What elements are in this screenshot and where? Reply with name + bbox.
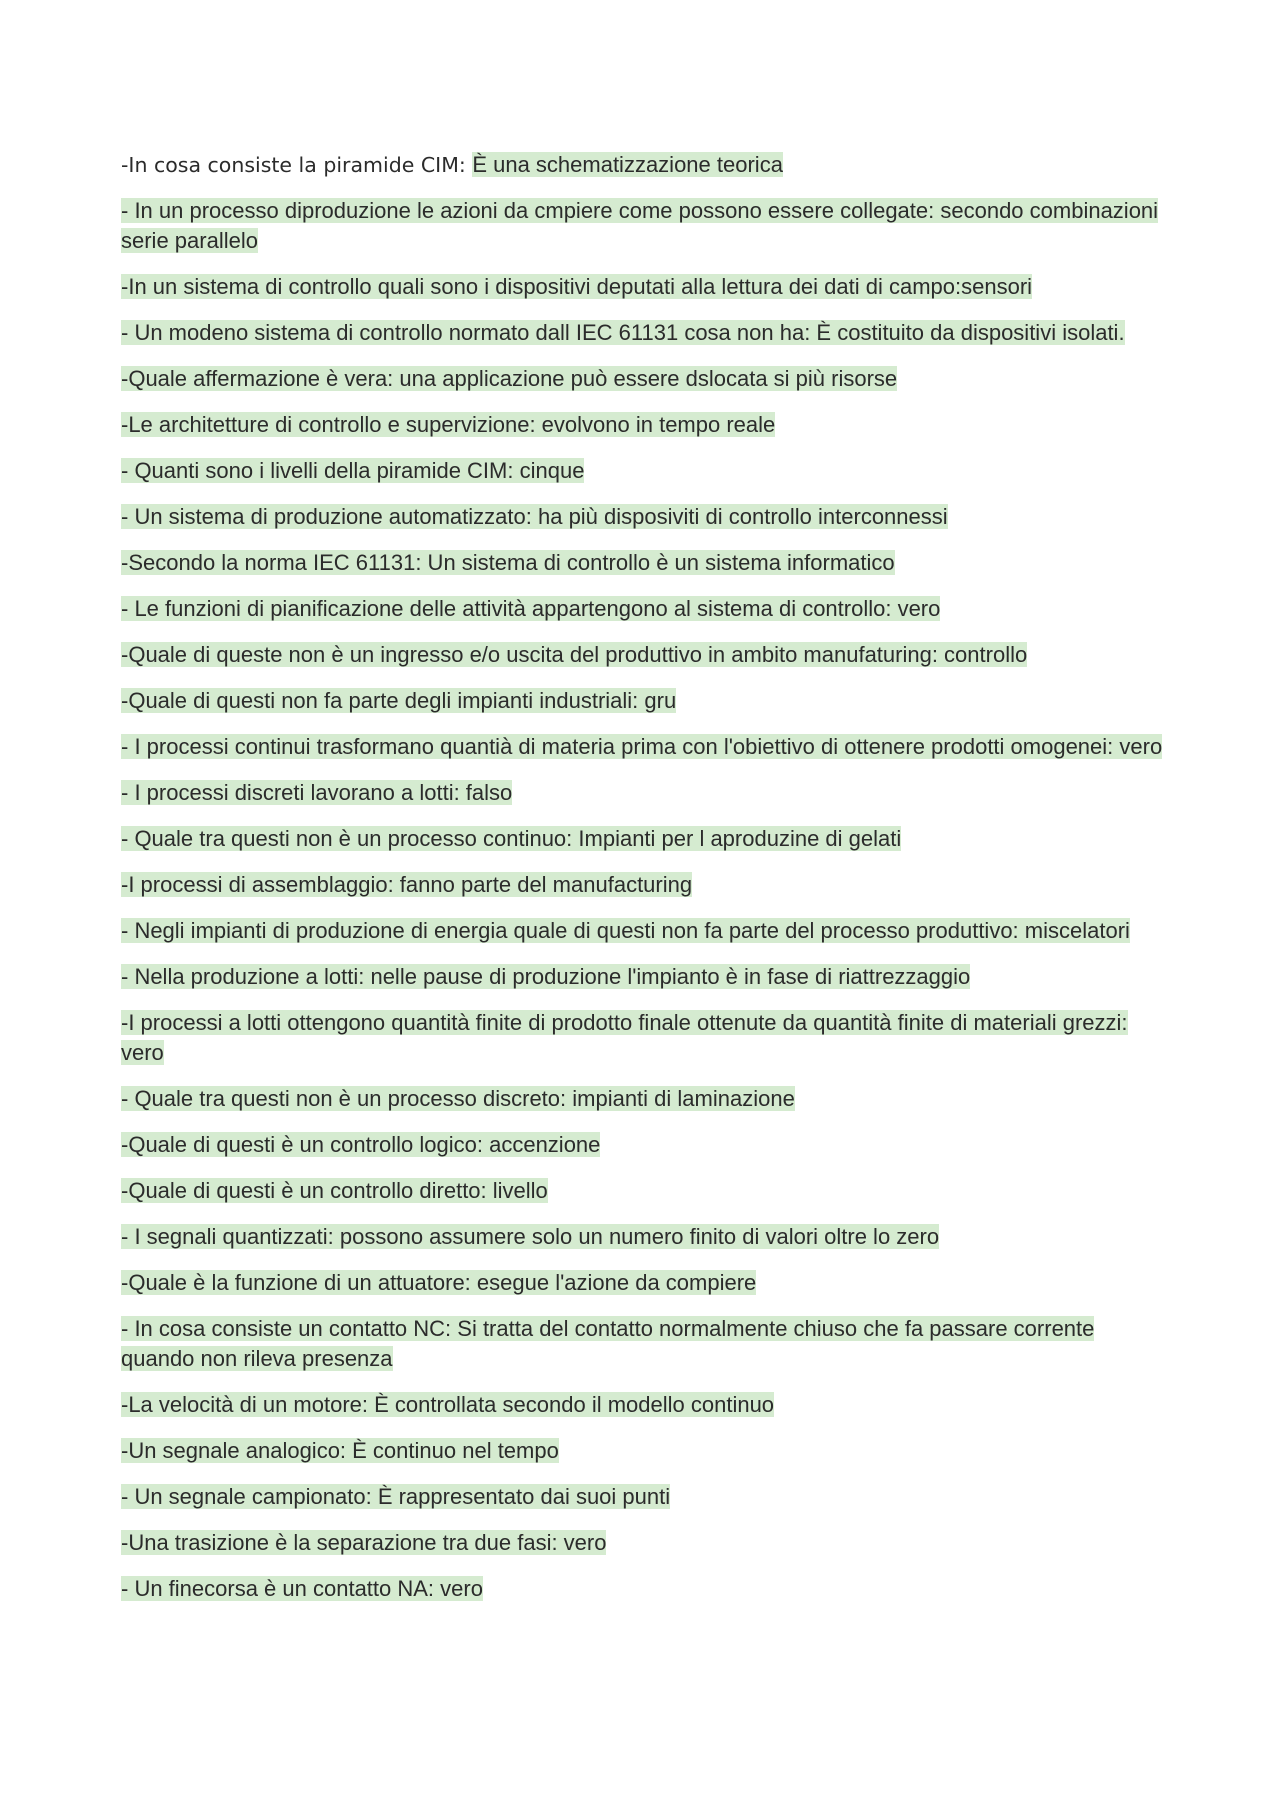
list-item <box>121 594 1171 624</box>
list-item <box>121 1574 1171 1604</box>
list-item <box>121 456 1171 486</box>
highlighted-answer: È una schematizzazione teorica <box>472 152 783 177</box>
highlighted-line: - Nella produzione a lotti: nelle pause di produzione l'impianto è in fase di riattrezzaggio <box>121 964 971 989</box>
highlighted-line: - Negli impianti di produzione di energia quale di questi non fa parte del processo produttivo: miscelatori <box>121 918 1130 943</box>
highlighted-line: -Quale di questi è un controllo diretto: livello <box>121 1178 548 1203</box>
list-item <box>121 1390 1171 1420</box>
highlighted-line: - In un processo diproduzione le azioni da cmpiere come possono essere collegate: secondo combinazioni serie parallelo <box>121 198 1159 253</box>
highlighted-line: - Le funzioni di pianificazione delle attività appartengono al sistema di controllo: vero <box>121 596 941 621</box>
list-item <box>121 870 1171 900</box>
highlighted-line: -Una trasizione è la separazione tra due fasi: vero <box>121 1530 607 1555</box>
list-item <box>121 196 1171 256</box>
highlighted-line: -La velocità di un motore: È controllata secondo il modello continuo <box>121 1392 775 1417</box>
highlighted-line: -Quale di questi non fa parte degli impianti industriali: gru <box>121 688 677 713</box>
list-item <box>121 1084 1171 1114</box>
list-item <box>121 1314 1171 1374</box>
highlighted-line: - I segnali quantizzati: possono assumere solo un numero finito di valori oltre lo zero <box>121 1224 940 1249</box>
list-item <box>121 548 1171 578</box>
question-text: -In cosa consiste la piramide CIM: <box>121 153 473 177</box>
highlighted-line: -Quale di queste non è un ingresso e/o uscita del produttivo in ambito manufaturing: controllo <box>121 642 1028 667</box>
list-item <box>121 916 1171 946</box>
list-item <box>121 640 1171 670</box>
list-item <box>121 318 1171 348</box>
highlighted-line: -Quale di questi è un controllo logico: accenzione <box>121 1132 601 1157</box>
highlighted-line: - I processi continui trasformano quantià di materia prima con l'obiettivo di ottenere prodotti omogenei: vero <box>121 734 1163 759</box>
list-item <box>121 502 1171 532</box>
highlighted-line: -Le architetture di controllo e supervizione: evolvono in tempo reale <box>121 412 776 437</box>
list-item <box>121 824 1171 854</box>
list-item <box>121 962 1171 992</box>
list-item <box>121 1482 1171 1512</box>
list-item <box>121 1268 1171 1298</box>
highlighted-line: - Quanti sono i livelli della piramide CIM: cinque <box>121 458 585 483</box>
highlighted-line: -Quale affermazione è vera: una applicazione può essere dslocata si più risorse <box>121 366 898 391</box>
list-item <box>121 732 1171 762</box>
highlighted-line: - Quale tra questi non è un processo discreto: impianti di laminazione <box>121 1086 795 1111</box>
list-item <box>121 272 1171 302</box>
highlighted-line: -Quale è la funzione di un attuatore: esegue l'azione da compiere <box>121 1270 757 1295</box>
list-item <box>121 1176 1171 1206</box>
highlighted-line: - Un modeno sistema di controllo normato dall IEC 61131 cosa non ha: È costituito da dispositivi isolati. <box>121 320 1125 345</box>
highlighted-line: -I processi di assemblaggio: fanno parte del manufacturing <box>121 872 693 897</box>
list-item <box>121 1528 1171 1558</box>
list-item <box>121 1008 1171 1068</box>
highlighted-line: -I processi a lotti ottengono quantità finite di prodotto finale ottenute da quantità finite di materiali grezzi: vero <box>121 1010 1128 1065</box>
list-item <box>121 150 1171 180</box>
list-item <box>121 778 1171 808</box>
highlighted-line: - Un finecorsa è un contatto NA: vero <box>121 1576 483 1601</box>
highlighted-line: - Un segnale campionato: È rappresentato dai suoi punti <box>121 1484 671 1509</box>
highlighted-line: -Secondo la norma IEC 61131: Un sistema di controllo è un sistema informatico <box>121 550 895 575</box>
highlighted-line: - In cosa consiste un contatto NC: Si tratta del contatto normalmente chiuso che fa passare corrente quando non rileva presenza <box>121 1316 1095 1371</box>
list-item <box>121 1222 1171 1252</box>
highlighted-line: -Un segnale analogico: È continuo nel tempo <box>121 1438 559 1463</box>
list-item <box>121 364 1171 394</box>
highlighted-line: - I processi discreti lavorano a lotti: falso <box>121 780 513 805</box>
document-page <box>121 150 1171 1620</box>
highlighted-line: -In un sistema di controllo quali sono i dispositivi deputati alla lettura dei dati di campo:sensori <box>121 274 1033 299</box>
list-item <box>121 686 1171 716</box>
list-item <box>121 410 1171 440</box>
highlighted-line: - Un sistema di produzione automatizzato: ha più disposiviti di controllo interconnessi <box>121 504 948 529</box>
highlighted-line: - Quale tra questi non è un processo continuo: Impianti per l aproduzine di gelati <box>121 826 902 851</box>
list-item <box>121 1436 1171 1466</box>
list-item <box>121 1130 1171 1160</box>
